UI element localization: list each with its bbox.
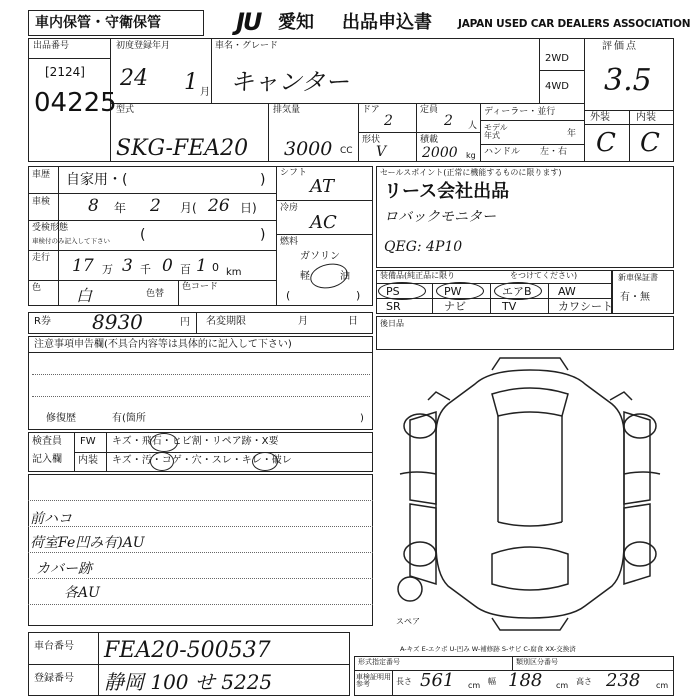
note-line-3: カバー跡 [36,561,92,577]
load-label: 積載 [420,135,439,145]
doors-label: ドア [362,105,380,115]
inspector-label-2: 記入欄 [32,454,62,465]
spec-width: 188 [508,670,543,691]
equipment-item-row2-3: カワシート [558,300,613,313]
usage-close: ) [260,172,266,188]
handle-value: 左・右 [540,147,568,157]
fuel-light: 軽 [300,271,310,282]
doors-value: 2 [384,113,393,129]
after-parts-label: 後日品 [380,319,404,328]
sales-point-label: セールスポイント(正常に機能するものに限ります) [380,168,562,177]
color-label: 色 [32,283,42,293]
warranty-value: 有・無 [620,292,650,303]
spec-length: 561 [420,670,455,691]
diagram-legend: A-キズ E-エクボ U-凹み W-補修跡 S-サビ C-腐食 XX-交換済 [400,645,576,653]
handle-label: ハンドル [484,147,521,157]
score-label: 評価点 [602,41,638,52]
equipment-label-2: をつけてください) [510,271,578,280]
inspection-month-unit: 月( [180,201,197,215]
after-parts-box [376,316,674,350]
recycle-row [28,312,373,334]
displacement-value: 3000 [284,138,333,160]
int-label: 内装 [636,112,656,123]
model-label: 型式 [116,105,135,115]
load-unit: kg [466,151,476,160]
registration-year: 24 [120,66,148,91]
lot-label: 出品番号 [33,41,70,51]
shift-value: AT [310,176,335,197]
receive-label: 受検形態 [32,223,69,233]
model-year-unit: 年 [567,129,577,139]
receive-open: ( [140,227,146,243]
displacement-unit: CC [340,146,353,156]
form-title: 出品申込書 [342,12,432,33]
inspection-year: 8 [88,196,99,216]
fuel-paren-open: ( [286,289,291,302]
mileage-sen: 3 [122,256,133,276]
displacement-label: 排気量 [273,105,301,115]
registration-month: 1 [184,70,198,95]
recycle-unit: 円 [180,317,190,328]
mark-yogore [150,452,174,471]
aircon-label: 冷房 [280,203,299,213]
inspection-label: 車検 [32,197,51,207]
repair-close: ) [360,413,364,424]
ju-logo: JU [236,8,261,36]
capacity-unit: 人 [468,121,478,131]
sales-point-line3: QEG: 4P10 [384,239,463,255]
inspection-year-unit: 年 [114,201,127,215]
note-line-4: 各AU [64,585,100,601]
inspector-label-1: 検査員 [32,436,62,447]
load-value: 2000 [422,145,458,161]
equipment-circle-2 [494,282,542,300]
capacity-label: 定員 [420,105,439,115]
storage-tag-text: 車内保管・守衛保管 [35,15,161,31]
inspector-row2: キズ・汚・コゲ・穴・スレ・キレ・破レ [112,455,292,466]
spec-width-label: 幅 [488,677,496,686]
recycle-value: 8930 [92,310,143,334]
aircon-value: AC [310,212,337,233]
chassis-value: FEA20-500537 [104,638,271,663]
inspector-row1-head: FW [80,436,96,447]
inspector-row2-head: 内装 [78,455,98,466]
drive-4wd: 4WD [545,81,569,92]
shape-value: V [376,144,387,160]
mileage-man: 17 [72,256,94,276]
equipment-item-row1-3: AW [558,285,576,298]
mileage-label: 走行 [32,253,51,263]
equipment-circle-0 [378,282,426,300]
mileage-km: km [226,267,242,278]
car-name-label: 車名・グレード [215,41,279,51]
equipment-label: 装備品(純正品に限り [380,271,456,280]
ext-grade: C [596,128,616,158]
receive-sub: 車検付のみ記入して下さい [32,237,110,245]
chassis-label: 車台番号 [34,641,74,652]
plate-value: 静岡 100 せ 5225 [104,670,273,694]
name-change-label: 名変期限 [206,316,246,327]
dealer-label: ディーラー・並行 [484,107,556,117]
spec-height: 238 [606,670,641,691]
warranty-label: 新車保証書 [618,273,658,282]
mark-sure [252,452,278,471]
sales-point-line2: ロバックモニター [384,209,496,225]
equipment-item-row2-1: ナビ [444,300,466,313]
storage-tag [28,10,204,36]
association-name: JAPAN USED CAR DEALERS ASSOCIATION [458,18,691,30]
car-diagram [380,354,680,644]
color-value: 白 [76,286,93,305]
plate-label: 登録番号 [34,673,74,684]
model-year-label: モデル年式 [484,123,508,140]
notes-label: 注意事項申告欄(不具合内容等は具体的に記入して下さい) [34,339,292,350]
receive-close: ) [260,227,266,243]
repair-label: 修復歴 [46,413,76,424]
mileage-man-unit: 万 [102,263,113,276]
shift-label: シフト [280,168,308,178]
color-code-label: 色コード [182,282,219,292]
spec-length-label: 長さ [396,677,412,686]
usage-value: 自家用・( [66,172,128,188]
region-label: 愛知 [278,12,314,33]
ext-label: 外装 [590,112,610,123]
spec-height-label: 高さ [576,677,592,686]
equipment-item-row2-2: TV [502,300,517,313]
registration-label: 初度登録年月 [116,41,171,51]
note-line-1: 前ハコ [30,511,72,527]
sales-point-line1: リース会社出品 [384,181,510,202]
mileage-ju: 1 [196,256,207,276]
lot-number: 04225 [34,88,117,118]
spec-length-unit: cm [468,681,481,690]
recycle-label: R券 [34,316,51,327]
mileage-hyaku-unit: 百 [180,263,191,276]
inspection-month: 2 [150,196,161,216]
spec-type-label: 形式指定番号 [358,658,400,666]
equipment-circle-1 [436,282,484,300]
mileage-ju-unit: 0 [212,261,219,274]
spare-label: スペア [396,617,420,626]
drive-2wd: 2WD [545,53,569,64]
repaint-label: 色替 [146,289,165,299]
name-change-day: 日 [348,316,358,327]
capacity-value: 2 [444,113,453,129]
mileage-hyaku: 0 [162,256,173,276]
registration-month-unit: 月 [200,87,210,98]
equipment-item-row1-0: PS [386,285,400,298]
mileage-sen-unit: 千 [140,263,151,276]
inspection-day: 26 [208,196,230,216]
spec-class-label: 類別区分番号 [516,658,558,666]
repair-value: 有(箇所 [112,413,146,424]
equipment-item-row1-2: エアB [502,285,532,298]
mark-tobiishi [150,433,178,452]
equipment-item-row1-1: PW [444,285,462,298]
fuel-value: ガソリン [300,251,340,262]
note-line-2: 荷室Fe凹み有)AU [30,535,145,551]
inspection-day-unit: 日) [240,201,257,215]
notes-box [28,336,373,430]
model-value: SKG-FEA20 [116,136,249,161]
score-value: 3.5 [604,63,652,98]
int-grade: C [640,128,660,158]
fuel-paren-close: ) [356,289,361,302]
lot-code: [2124] [45,65,85,79]
name-change-month: 月 [298,316,308,327]
inspector-row1: キズ・飛石・ヒビ割・リペア跡・X要 [112,436,279,447]
equipment-item-row2-0: SR [386,300,401,313]
spec-cert-label: 車検証明用参考 [356,673,391,688]
fuel-oil: 油 [340,271,350,282]
spec-height-unit: cm [656,681,669,690]
usage-label: 車歴 [32,170,51,180]
fuel-label: 燃料 [280,237,299,247]
shape-label: 形状 [362,135,381,145]
spec-width-unit: cm [556,681,569,690]
car-name-value: キャンター [230,68,350,96]
